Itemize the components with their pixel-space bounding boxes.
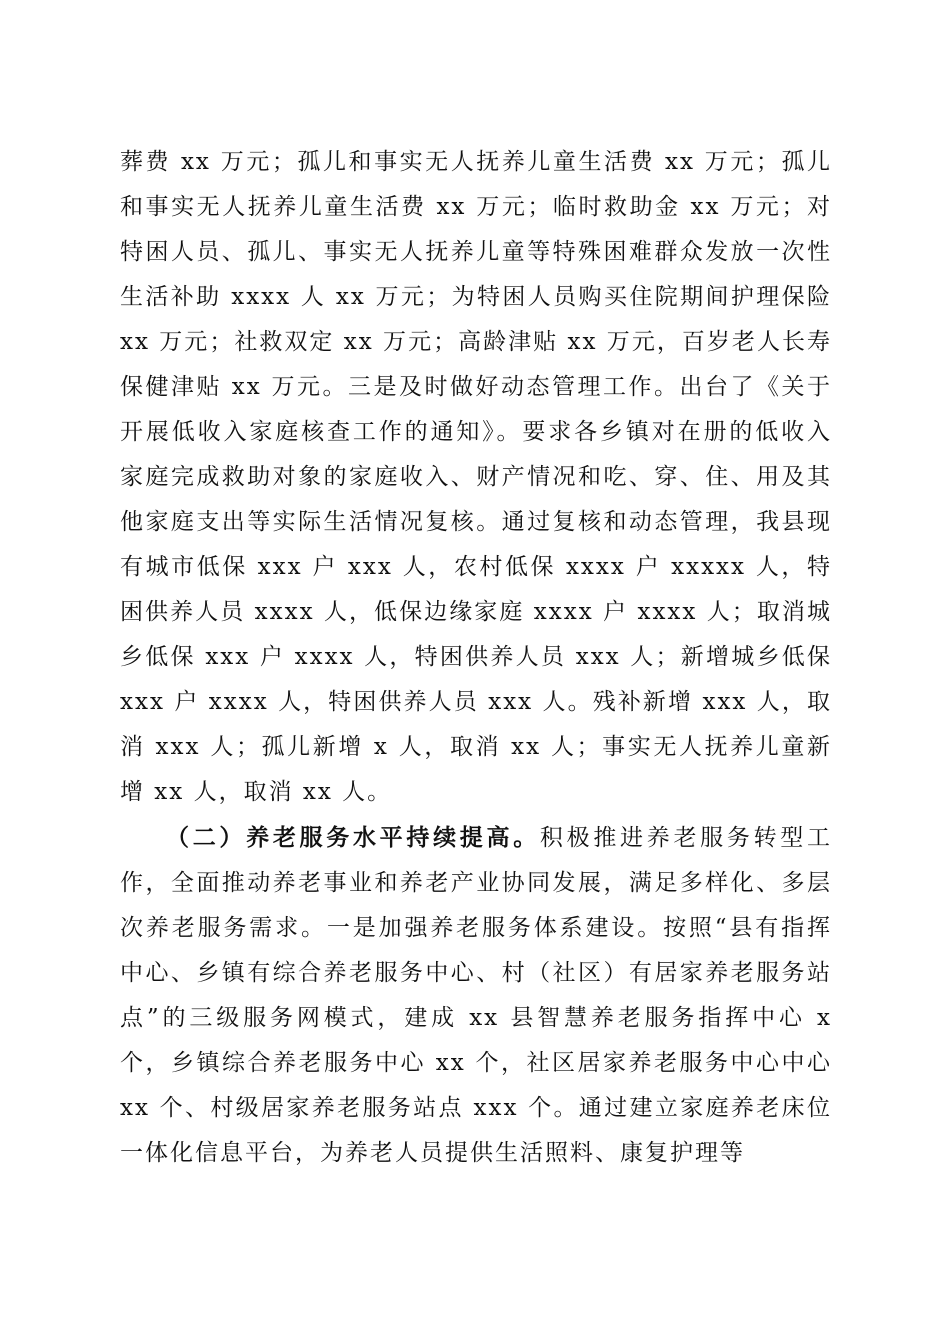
document-body [120, 140, 832, 1176]
paragraph-elderly-care [120, 815, 832, 1176]
paragraph-elderly-care-body: 积极推进养老服务转型工作，全面推动养老事业和养老产业协同发展，满足多样化、多层次养老服务需求。一是加强养老服务体系建设。按照“县有指挥中心、乡镇有综合养老服务中心、村（社区）有居家养老服务站点”的三级服务网模式，建成 xx 县智慧养老服务指挥中心 x 个，乡镇综合养老服务中心 xx 个，社区居家养老服务中心中心 xx 个、村级居家养老服务站点 xxx 个。通过建立家庭养老床位一体化信息平台，为养老人员提供生活照料、康复护理等 [120, 825, 833, 1166]
section-heading-elderly-care: （二）养老服务水平持续提高。 [166, 824, 540, 851]
paragraph-social-assistance: 葬费 xx 万元；孤儿和事实无人抚养儿童生活费 xx 万元；孤儿和事实无人抚养儿童生活费 xx 万元；临时救助金 xx 万元；对特困人员、孤儿、事实无人抚养儿童等特殊困难群众发放一次性生活补助 xxxx 人 xx 万元；为特困人员购买住院期间护理保险 xx 万元；社救双定 xx 万元；高龄津贴 xx 万元，百岁老人长寿保健津贴 xx 万元。三是及时做好动态管理工作。出台了《关于开展低收入家庭核查工作的通知》。要求各乡镇对在册的低收入家庭完成救助对象的家庭收入、财产情况和吃、穿、住、用及其他家庭支出等实际生活情况复核。通过复核和动态管理，我县现有城市低保 xxx 户 xxx 人，农村低保 xxxx 户 xxxxx 人，特困供养人员 xxxx 人，低保边缘家庭 xxxx 户 xxxx 人；取消城乡低保 xxx 户 xxxx 人，特困供养人员 xxx 人；新增城乡低保 xxx 户 xxxx 人，特困供养人员 xxx 人。残补新增 xxx 人，取消 xxx 人；孤儿新增 x 人，取消 xx 人；事实无人抚养儿童新增 xx 人，取消 xx 人。 [120, 149, 832, 805]
